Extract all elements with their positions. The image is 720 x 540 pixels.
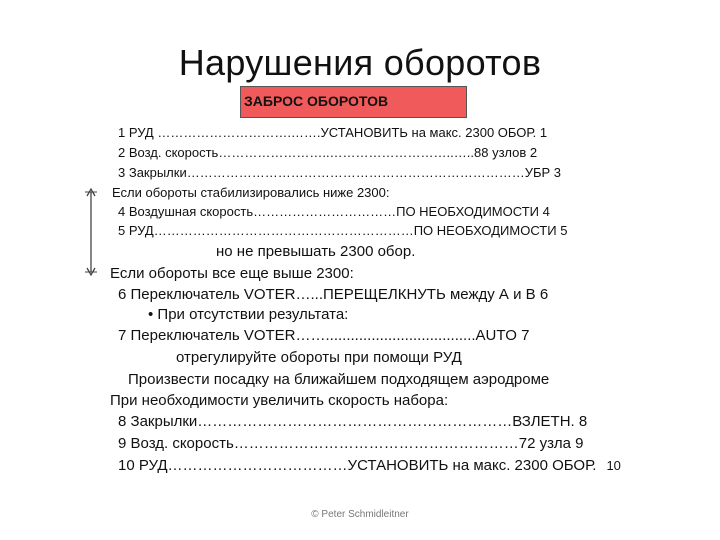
note-not-exceed: но не превышать 2300 обор. bbox=[216, 243, 416, 260]
step-7: 7 Переключатель VOTER……....................................AUTO 7 bbox=[118, 327, 530, 344]
step-6: 6 Переключатель VOTER…...ПЕРЕЩЕЛКНУТЬ между А и В 6 bbox=[118, 286, 549, 303]
step-5: 5 РУД……………………………………………………ПО НЕОБХОДИМОСТИ 5 bbox=[118, 223, 568, 238]
step-4: 4 Воздушная скорость……………………………ПО НЕОБХОДИМОСТИ 4 bbox=[118, 204, 550, 219]
step-10 bbox=[118, 458, 621, 473]
condition-stabilized: Если обороты стабилизировались ниже 2300: bbox=[112, 185, 390, 200]
adjust-rpm: отрегулируйте обороты при помощи РУД bbox=[176, 349, 462, 366]
footer-copyright: © Peter Schmidleitner bbox=[311, 509, 409, 520]
double-arrow-icon bbox=[84, 186, 98, 278]
condition-still-above: Если обороты все еще выше 2300: bbox=[110, 265, 354, 282]
step-10-text: 10 РУД………………………………УСТАНОВИТЬ на макс. 2300 ОБОР. bbox=[118, 457, 597, 474]
step-10-number: 10 bbox=[606, 458, 621, 473]
page-title: Нарушения оборотов bbox=[178, 42, 542, 83]
land-nearest: Произвести посадку на ближайшем подходящем аэродроме bbox=[128, 371, 550, 388]
step-3: 3 Закрылки……………………………………………………………………УБР 3 bbox=[118, 165, 562, 180]
step-8: 8 Закрылки………………………………………………………ВЗЛЕТН. 8 bbox=[118, 413, 588, 430]
step-1: 1 РУД ………………………….…….УСТАНОВИТЬ на макс. 2300 ОБОР. 1 bbox=[118, 125, 548, 140]
step-9: 9 Возд. скорость…………………………………………………72 узла 9 bbox=[118, 435, 584, 452]
condition-increase-climb: При необходимости увеличить скорость набора: bbox=[110, 392, 449, 409]
step-2: 2 Возд. скорость……………………..………………………..…..88 узлов 2 bbox=[118, 145, 538, 160]
banner-overspeed: ЗАБРОС ОБОРОТОВ bbox=[240, 86, 467, 118]
bullet-no-result: • При отсутствии результата: bbox=[148, 306, 349, 323]
